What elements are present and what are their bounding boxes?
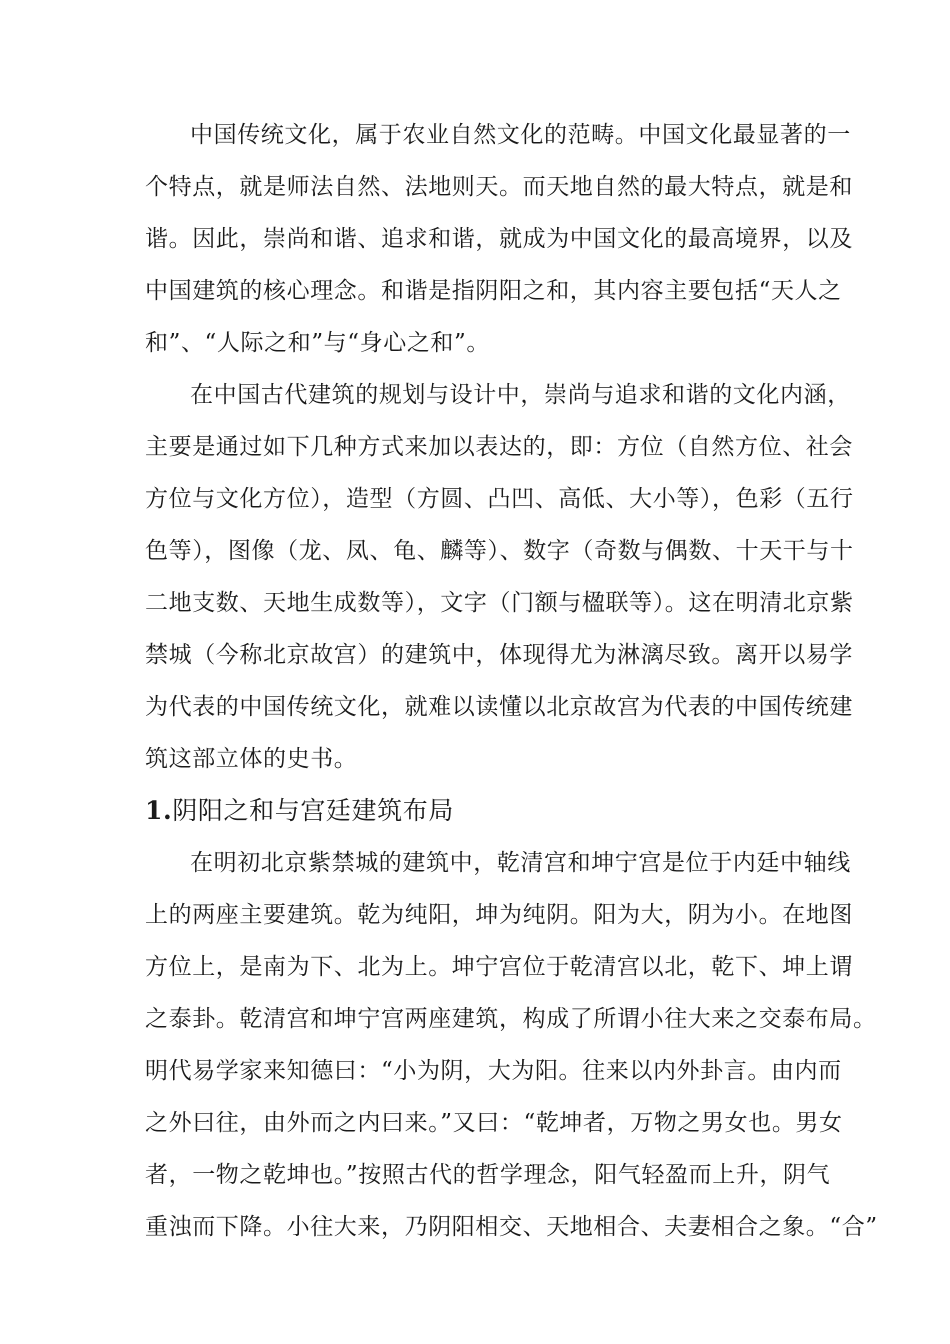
section-paragraph-line-5: 明代易学家来知德曰：“小为阴，大为阳。往来以内外卦言。由内而 bbox=[145, 1058, 842, 1084]
paragraph-2-line-2: 主要是通过如下几种方式来加以表达的，即：方位（自然方位、社会 bbox=[145, 434, 853, 460]
section-paragraph-line-7: 者，一物之乾坤也。”按照古代的哲学理念，阳气轻盈而上升，阴气 bbox=[145, 1162, 831, 1188]
section-paragraph-line-1: 在明初北京紫禁城的建筑中，乾清宫和坤宁宫是位于内廷中轴线 bbox=[190, 850, 851, 876]
section-paragraph-line-3: 方位上，是南为下、北为上。坤宁宫位于乾清宫以北，乾下、坤上谓 bbox=[145, 954, 853, 980]
paragraph-2-line-3: 方位与文化方位），造型（方圆、凸凹、高低、大小等），色彩（五行 bbox=[145, 486, 854, 512]
paragraph-2-line-5: 二地支数、天地生成数等），文字（门额与楹联等）。这在明清北京紫 bbox=[145, 590, 854, 616]
section-paragraph-line-2: 上的两座主要建筑。乾为纯阳，坤为纯阴。阳为大，阴为小。在地图 bbox=[145, 902, 853, 928]
paragraph-2-line-8: 筑这部立体的史书。 bbox=[145, 746, 358, 772]
paragraph-1-line-1: 中国传统文化，属于农业自然文化的范畴。中国文化最显著的一 bbox=[190, 122, 851, 148]
paragraph-2-line-6: 禁城（今称北京故宫）的建筑中，体现得尤为淋漓尽致。离开以易学 bbox=[145, 642, 853, 668]
section-paragraph-line-8: 重浊而下降。小往大来，乃阴阳相交、天地相合、夫妻相合之象。“合” bbox=[145, 1214, 878, 1240]
section-title: 阴阳之和与宫廷建筑布局 bbox=[172, 796, 454, 825]
paragraph-1-line-4: 中国建筑的核心理念。和谐是指阴阳之和，其内容主要包括“天人之 bbox=[145, 278, 842, 304]
section-paragraph-line-6: 之外曰往，由外而之内曰来。”又曰：“乾坤者，万物之男女也。男女 bbox=[145, 1110, 843, 1136]
section-heading bbox=[145, 795, 810, 827]
paragraph-1-line-5: 和”、“人际之和”与“身心之和”。 bbox=[145, 330, 490, 356]
section-number: 1. bbox=[145, 796, 173, 825]
paragraph-1-line-3: 谐。因此，崇尚和谐、追求和谐，就成为中国文化的最高境界，以及 bbox=[145, 226, 853, 252]
paragraph-2-line-1: 在中国古代建筑的规划与设计中，崇尚与追求和谐的文化内涵， bbox=[190, 382, 851, 408]
paragraph-2-line-4: 色等），图像（龙、凤、龟、麟等）、数字（奇数与偶数、十天干与十 bbox=[145, 538, 854, 564]
paragraph-2-line-7: 为代表的中国传统文化，就难以读懂以北京故宫为代表的中国传统建 bbox=[145, 694, 853, 720]
section-paragraph-line-4: 之泰卦。乾清宫和坤宁宫两座建筑，构成了所谓小往大来之交泰布局。 bbox=[145, 1006, 877, 1032]
paragraph-1-line-2: 个特点，就是师法自然、法地则天。而天地自然的最大特点，就是和 bbox=[145, 174, 853, 200]
